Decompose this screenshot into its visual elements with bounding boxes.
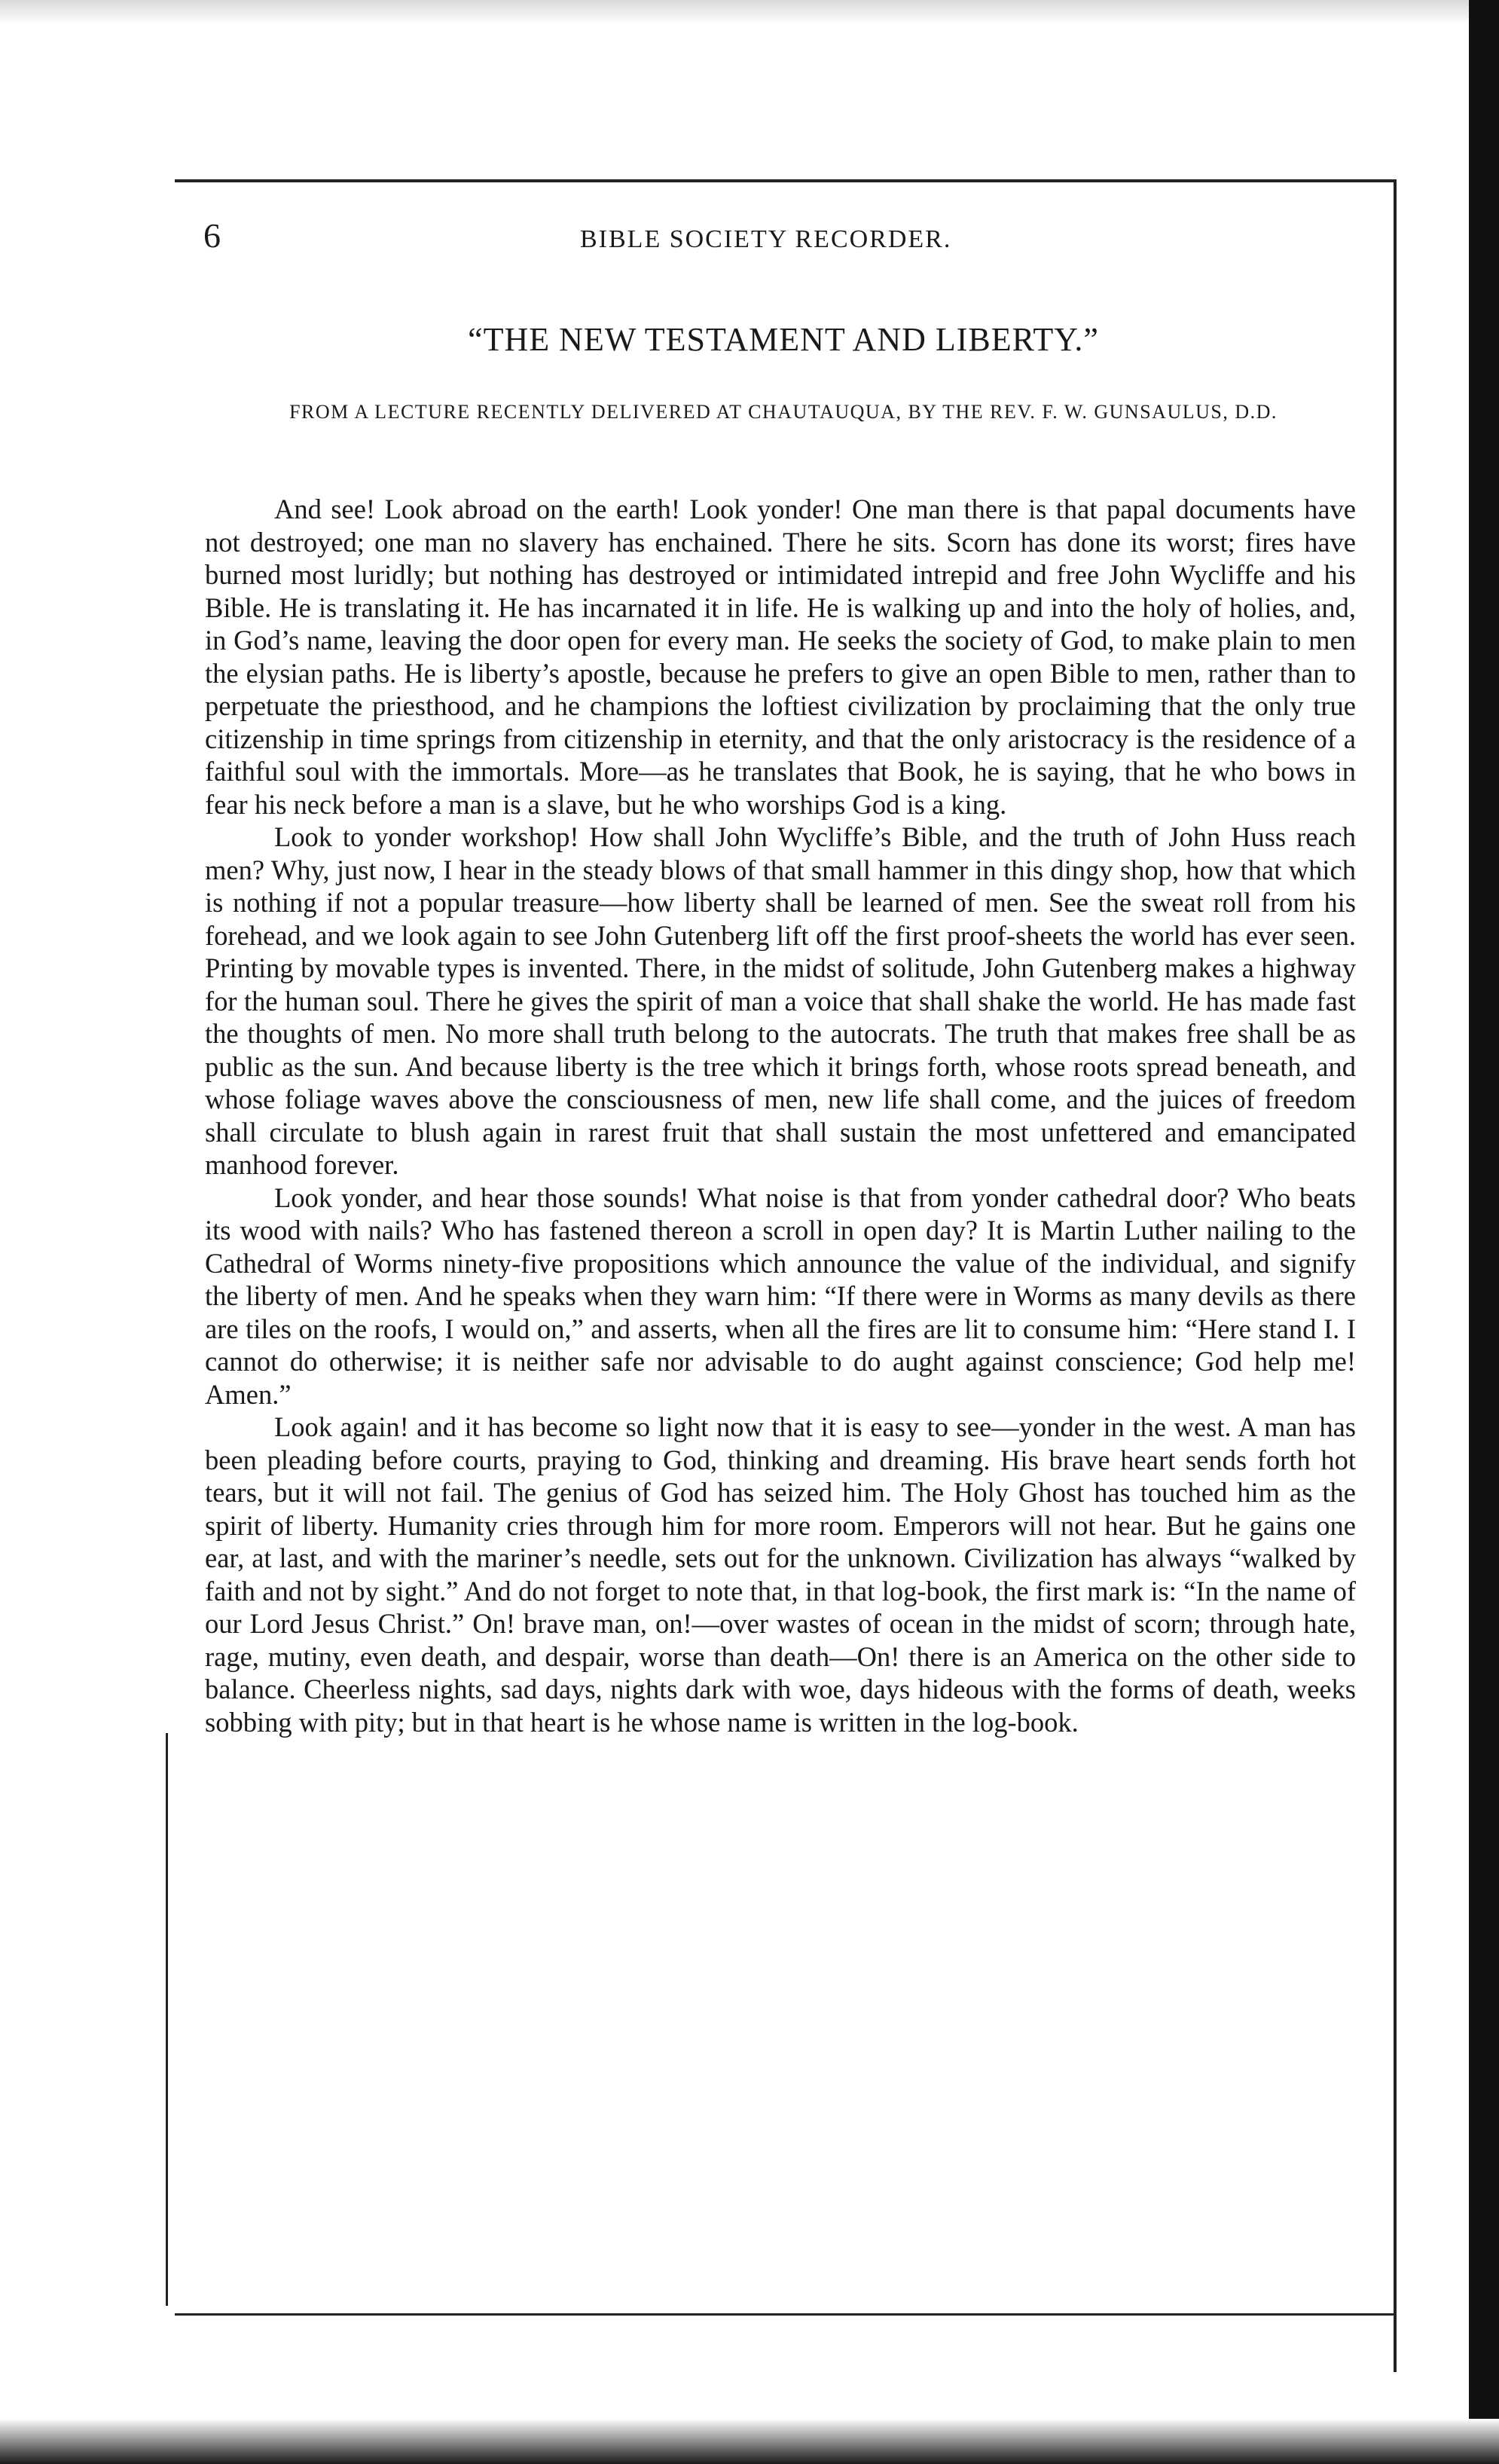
paragraph: Look yonder, and hear those sounds! What noise is that from yonder cathedral door? Who beats its wood with nails? Who has fastened thereon a scroll in open day? It is Martin Luther nailing to the Cathedral of Worms ninety-five propositions which announce the value of the individual, and signify the liberty of men. And he speaks when they warn him: “If there were in Worms as many devils as there are tiles on the roofs, I would on,” and asserts, when all the fires are lit to consume him: “Here stand I. I cannot do otherwise; it is neither safe nor advisable to do aught against conscience; God help me! Amen.” <box>205 1182 1356 1410</box>
scan-shadow-top <box>0 0 1499 24</box>
paragraph: Look again! and it has become so light now that it is easy to see—yonder in the west. A man has been pleading before courts, praying to God, thinking and dreaming. His brave heart sends forth hot tears, but it will not fail. The genius of God has seized him. The Holy Ghost has touched him as the spirit of liberty. Humanity cries through him for more room. Emperors will not hear. But he gains one ear, at last, and with the mariner’s needle, sets out for the unknown. Civilization has always “walked by faith and not by sight.” And do not forget to note that, in that log-book, the first mark is: “In the name of our Lord Jesus Christ.” On! brave man, on!—over wastes of ocean in the midst of scorn; through hate, rage, mutiny, even death, and despair, worse than death—On! there is an America on the other side to balance. Cheerless nights, sad days, nights dark with woe, days hideous with the forms of death, weeks sobbing with pity; but in that heart is he whose name is written in the log-book. <box>205 1411 1356 1738</box>
scan-shadow-right <box>1469 0 1499 2464</box>
page-border-right <box>1394 179 1397 2372</box>
paragraph: And see! Look abroad on the earth! Look yonder! One man there is that papal documents have not destroyed; one man no slavery has enchained. There he sits. Scorn has done its worst; fires have burned most luridly; but nothing has destroyed or intimidated intrepid and free John Wycliffe and his Bible. He is translating it. He has incarnated it in life. He is walking up and into the holy of holies, and, in God’s name, leaving the door open for every man. He seeks the society of God, to make plain to men the elysian paths. He is liberty’s apostle, because he prefers to give an open Bible to men, rather than to perpetuate the priesthood, and he champions the loftiest civilization by proclaiming that the only true citizenship in time springs from citizenship in eternity, and that the only aristocracy is the residence of a faithful soul with the immortals. More—as he translates that Book, he is saying, that he who bows in fear his neck before a man is a slave, but he who worships God is a king. <box>205 494 1356 820</box>
scan-shadow-bottom <box>0 2419 1499 2464</box>
page-number: 6 <box>203 216 221 255</box>
paragraph: Look to yonder workshop! How shall John Wycliffe’s Bible, and the truth of John Huss reach men? Why, just now, I hear in the steady blows of that small hammer in this dingy shop, how that which is nothing if not a popular treasure—how liberty shall be learned of men. See the sweat roll from his forehead, and we look again to see John Gutenberg lift off the first proof-sheets the world has ever seen. Printing by movable types is invented. There, in the midst of solitude, John Gutenberg makes a highway for the human soul. There he gives the spirit of man a voice that shall shake the world. He has made fast the thoughts of men. No more shall truth belong to the autocrats. The truth that makes free shall be as public as the sun. And because liberty is the tree which it brings forth, whose roots spread beneath, and whose foliage waves above the consciousness of men, new life shall come, and the juices of freedom shall circulate to blush again in rarest fruit that shall sustain the most unfettered and emancipated manhood forever. <box>205 821 1356 1180</box>
article-subtitle: FROM A LECTURE RECENTLY DELIVERED AT CHAUTAUQUA, BY THE REV. F. W. GUNSAULUS, D.D. <box>289 401 1278 423</box>
page-border-bottom <box>175 2313 1394 2316</box>
page-border-top <box>175 179 1394 182</box>
page-border-left <box>166 1733 168 2306</box>
article-body <box>205 493 1356 1738</box>
running-title: BIBLE SOCIETY RECORDER. <box>580 225 952 253</box>
article-title: “THE NEW TESTAMENT AND LIBERTY.” <box>468 321 1099 358</box>
